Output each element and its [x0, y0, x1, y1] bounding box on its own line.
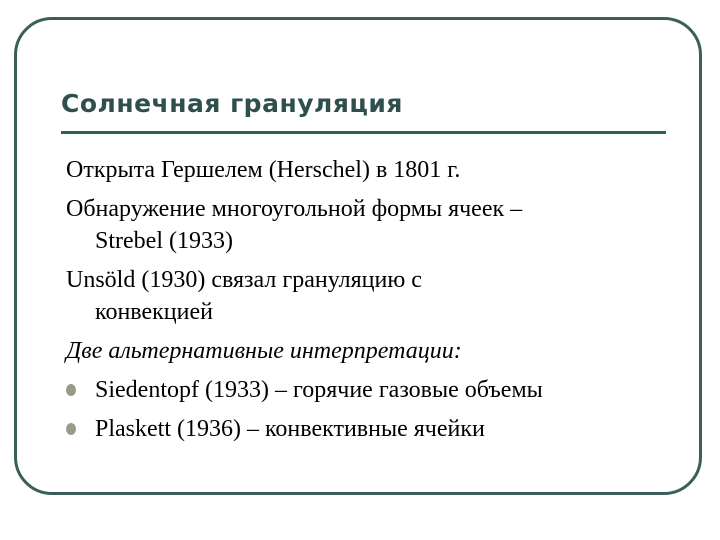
- paragraph-line: Обнаружение многоугольной формы ячеек –: [66, 196, 523, 222]
- slide-title: Солнечная грануляция: [61, 89, 403, 118]
- paragraph-continuation: конвекцией: [95, 299, 213, 325]
- bullet-item-plaskett: [66, 413, 686, 445]
- body-paragraph-interpretations: [66, 335, 686, 367]
- body-paragraph-convection: [66, 264, 686, 328]
- slide-body: [66, 154, 686, 452]
- paragraph-text: Две альтернативные интерпретации:: [66, 338, 462, 364]
- bullet-text: Plaskett (1936) – конвективные ячейки: [95, 416, 485, 442]
- bullet-text: Siedentopf (1933) – горячие газовые объемы: [95, 377, 543, 403]
- body-paragraph-polygonal-cells: [66, 193, 686, 257]
- paragraph-line: Unsöld (1930) связал грануляцию с: [66, 267, 422, 293]
- bullet-icon: [66, 384, 76, 396]
- paragraph-continuation: Strebel (1933): [95, 228, 233, 254]
- body-paragraph-discovery: [66, 154, 686, 186]
- title-underline: [61, 131, 666, 134]
- paragraph-text: Открыта Гершелем (Herschel) в 1801 г.: [66, 157, 461, 183]
- bullet-item-siedentopf: [66, 374, 686, 406]
- bullet-icon: [66, 423, 76, 435]
